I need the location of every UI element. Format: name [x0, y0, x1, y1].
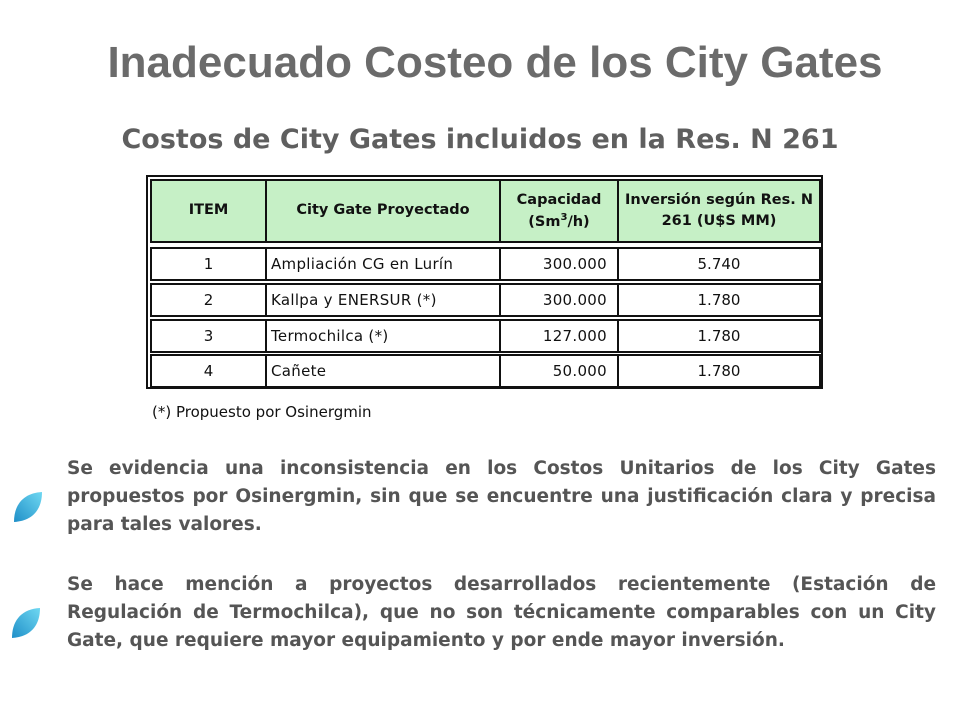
- table-row-3-city-gate: Termochilca (*): [265, 319, 501, 353]
- table-row-1-inversion: 5.740: [617, 247, 821, 281]
- leaf-bullet-icon: [10, 606, 42, 640]
- table-row-4-inversion: 1.780: [617, 354, 821, 388]
- table-row-2-capacidad: 300.000: [499, 283, 619, 317]
- table-row-2-inversion: 1.780: [617, 283, 821, 317]
- table-footnote: (*) Propuesto por Osinergmin: [152, 403, 372, 421]
- paragraph-proyectos: Se hace mención a proyectos desarrollados recientemente (Estación de Regulación de Termochilca), que no son técnicamente comparables con un City Gate, que requiere mayor equipamiento y por ende mayor inversión.: [67, 574, 936, 651]
- table-row-1-item: 1: [150, 247, 267, 281]
- table-row-4-item: 4: [150, 354, 267, 388]
- table-row-2-item: 2: [150, 283, 267, 317]
- table-row-4-city-gate: Cañete: [265, 354, 501, 388]
- slide-title: Inadecuado Costeo de los City Gates: [107, 38, 883, 87]
- table-row-4-capacidad: 50.000: [499, 354, 619, 388]
- paragraph-inconsistencia: Se evidencia una inconsistencia en los Costos Unitarios de los City Gates propuestos por Osinergmin, sin que se encuentre una justificación clara y precisa para tales valores.: [67, 458, 936, 535]
- table-subtitle: Costos de City Gates incluidos en la Res. N 261: [121, 124, 839, 155]
- city-gates-table: [146, 175, 823, 389]
- header-city-gate: City Gate Proyectado: [265, 179, 501, 243]
- header-item: ITEM: [150, 179, 267, 243]
- leaf-bullet-icon: [12, 490, 44, 524]
- header-capacidad: Capacidad (Sm$^3$/h): [499, 179, 619, 243]
- table-row-3-inversion: 1.780: [617, 319, 821, 353]
- table-row-1-capacidad: 300.000: [499, 247, 619, 281]
- table-row-3-item: 3: [150, 319, 267, 353]
- table-row-3-capacidad: 127.000: [499, 319, 619, 353]
- table-row-1-city-gate: Ampliación CG en Lurín: [265, 247, 501, 281]
- table-row-2-city-gate: Kallpa y ENERSUR (*): [265, 283, 501, 317]
- header-inversion: Inversión según Res. N 261 (U$S MM): [617, 179, 821, 243]
